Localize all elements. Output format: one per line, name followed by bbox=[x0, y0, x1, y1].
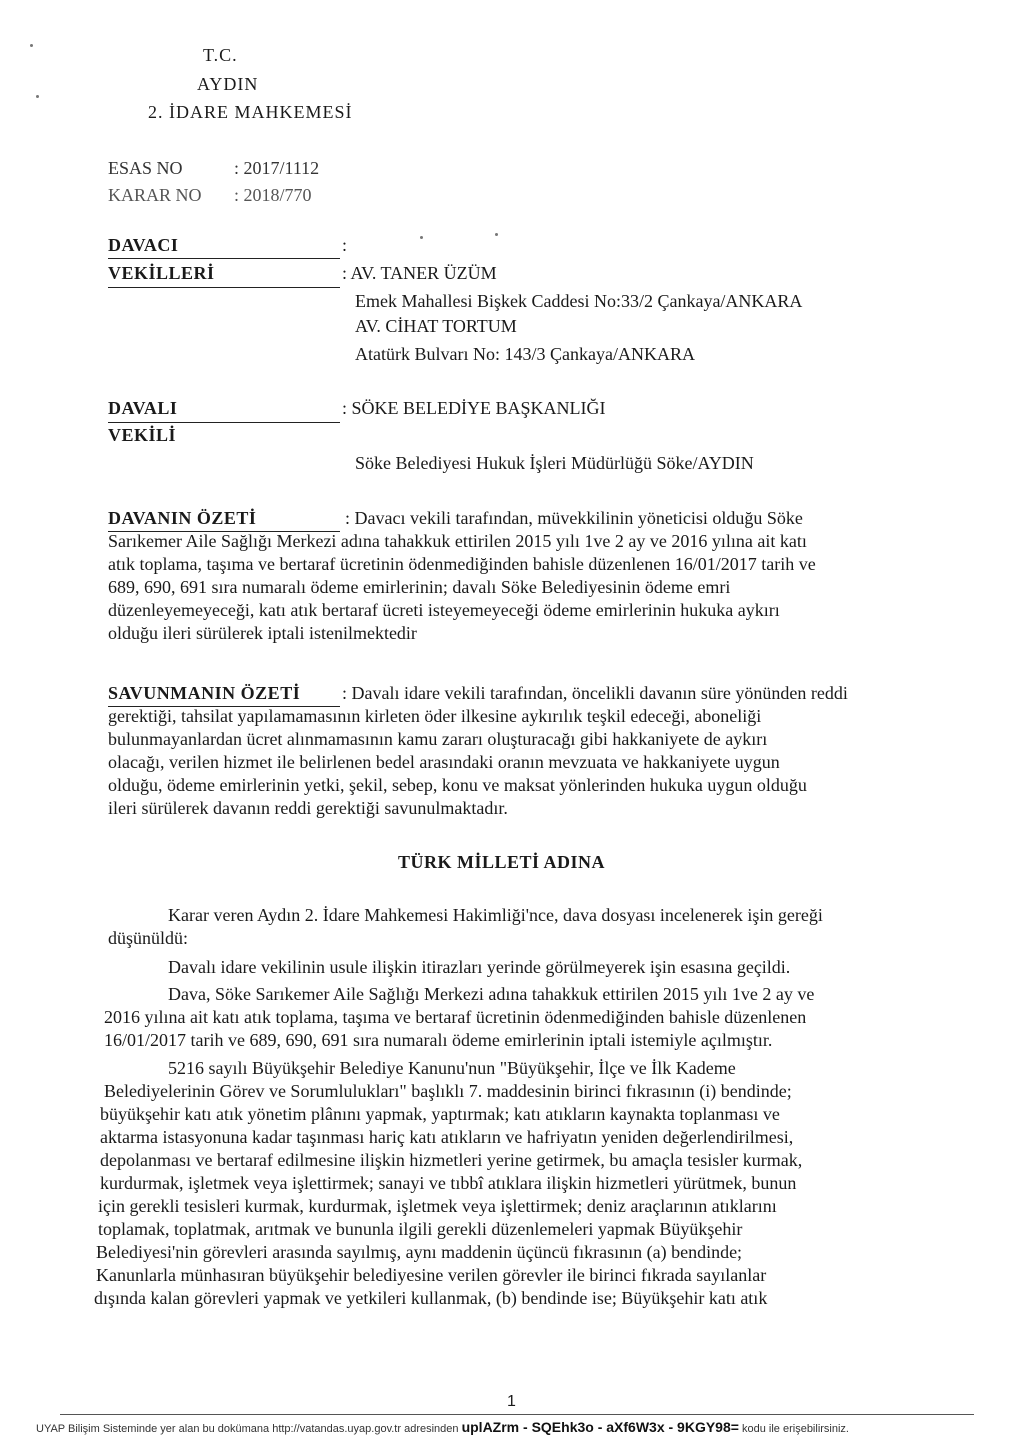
savunma-label: SAVUNMANIN ÖZETİ bbox=[108, 683, 301, 703]
ozet-label: DAVANIN ÖZETİ bbox=[108, 508, 257, 528]
body-p3-line: 2016 yılına ait katı atık toplama, taşıma ve bertaraf ücretinin ödenmediğinden bahisle düzenlenen bbox=[104, 1007, 807, 1027]
header-court: 2. İDARE MAHKEMESİ bbox=[148, 102, 353, 122]
scan-speck bbox=[30, 44, 33, 47]
vekil1-address: Emek Mahallesi Bişkek Caddesi No:33/2 Çankaya/ANKARA bbox=[355, 291, 803, 311]
ozet-line: 689, 690, 691 sıra numaralı ödeme emirlerinin; davalı Söke Belediyesinin ödeme emri bbox=[108, 577, 731, 597]
davaci-underline bbox=[108, 258, 340, 259]
ozet-line: Sarıkemer Aile Sağlığı Merkezi adına tahakkuk ettirilen 2015 yılı 1ve 2 ay ve 2016 yılına ait katı bbox=[108, 531, 807, 551]
footer-divider bbox=[60, 1414, 974, 1415]
body-p4-line: aktarma istasyonuna kadar taşınması hariç katı atıkların ve hafriyatın yeniden değerlendirilmesi, bbox=[100, 1127, 794, 1147]
header-city: AYDIN bbox=[197, 74, 259, 94]
body-p3-line: Dava, Söke Sarıkemer Aile Sağlığı Merkezi adına tahakkuk ettirilen 2015 yılı 1ve 2 ay ve bbox=[168, 984, 815, 1004]
savunma-line: : Davalı idare vekili tarafından, öncelikli davanın süre yönünden reddi bbox=[342, 683, 848, 703]
savunma-line: ileri sürülerek davanın reddi gerektiği savunulmaktadır. bbox=[108, 798, 508, 818]
karar-label: KARAR NO bbox=[108, 185, 202, 205]
esas-value: : 2017/1112 bbox=[234, 158, 320, 178]
vekilleri-underline bbox=[108, 287, 340, 288]
ozet-line: olduğu ileri sürülerek iptali istenilmektedir bbox=[108, 623, 417, 643]
body-p4-line: 5216 sayılı Büyükşehir Belediye Kanunu'nun "Büyükşehir, İlçe ve İlk Kademe bbox=[168, 1058, 736, 1078]
savunma-line: bulunmayanlardan ücret alınmamasının kamu zararı oluşturacağı gibi hakkaniyete de aykırı bbox=[108, 729, 768, 749]
body-p4-line: kurdurmak, işletmek veya işlettirmek; sanayi ve tıbbî atıklara ilişkin hizmetleri yürütmek, bunun bbox=[100, 1173, 797, 1193]
vekil2-address: Atatürk Bulvarı No: 143/3 Çankaya/ANKARA bbox=[355, 344, 695, 364]
scan-speck bbox=[495, 233, 498, 236]
body-p1-line: Karar veren Aydın 2. İdare Mahkemesi Hakimliği'nce, dava dosyası incelenerek işin gereği bbox=[168, 905, 823, 925]
savunma-line: gerektiği, tahsilat yapılamamasının kirleten öder ilkesine aykırılık teşkil edeceği, aboneliği bbox=[108, 706, 762, 726]
vekil1-name: : AV. TANER ÜZÜM bbox=[342, 263, 497, 283]
body-p3-line: 16/01/2017 tarih ve 689, 690, 691 sıra numaralı ödeme emirlerinin iptali istemiyle açılmıştır. bbox=[104, 1030, 773, 1050]
page-number: 1 bbox=[507, 1393, 516, 1410]
body-p4-line: depolanması ve bertaraf edilmesine ilişkin hizmetleri yerine getirmek, bu amaçla tesisler kurmak, bbox=[100, 1150, 803, 1170]
vekili-label: VEKİLİ bbox=[108, 425, 177, 445]
footer-text bbox=[36, 1419, 849, 1435]
davali-value: : SÖKE BELEDİYE BAŞKANLIĞI bbox=[342, 398, 606, 418]
scan-speck bbox=[420, 236, 423, 239]
ozet-line: : Davacı vekili tarafından, müvekkilinin yöneticisi olduğu Söke bbox=[345, 508, 803, 528]
header-tc: T.C. bbox=[203, 45, 238, 65]
body-p4-line: için gerekli tesisleri kurmak, kurdurmak, işletmek veya işlettirmek; deniz araçlarının atıklarını bbox=[98, 1196, 777, 1216]
section-title: TÜRK MİLLETİ ADINA bbox=[398, 852, 606, 872]
davali-underline bbox=[108, 422, 340, 423]
savunma-line: olacağı, verilen hizmet ile belirlenen bedel arasındaki oranın mevzuata ve hakkaniyete uygun bbox=[108, 752, 780, 772]
vekil2-name: AV. CİHAT TORTUM bbox=[355, 316, 517, 336]
savunma-line: olduğu, ödeme emirlerinin yetki, şekil, sebep, konu ve maksat yönlerinden hukuka uygun olduğu bbox=[108, 775, 807, 795]
body-p4-line: Kanunlarla münhasıran büyükşehir belediyesine verilen görevler ile birinci fıkrada sayılanlar bbox=[96, 1265, 767, 1285]
vekilleri-label: VEKİLLERİ bbox=[108, 263, 215, 283]
davali-label: DAVALI bbox=[108, 398, 178, 418]
davaci-label: DAVACI bbox=[108, 235, 179, 255]
davaci-value: : bbox=[342, 235, 348, 255]
body-p4-line: Belediyesi'nin görevleri arasında sayılmış, aynı maddenin üçüncü fıkrasının (a) bendinde; bbox=[96, 1242, 743, 1262]
footer-code: uplAZrm - SQEhk3o - aXf6W3x - 9KGY98= bbox=[461, 1419, 739, 1435]
body-p4-line: toplamak, toplatmak, arıtmak ve bununla ilgili gerekli düzenlemeleri yapmak Büyükşehir bbox=[98, 1219, 743, 1239]
footer-prefix: UYAP Bilişim Sisteminde yer alan bu dokümana http://vatandas.uyap.gov.tr adresinden bbox=[36, 1423, 459, 1435]
vekili-address: Söke Belediyesi Hukuk İşleri Müdürlüğü Söke/AYDIN bbox=[355, 453, 754, 473]
scan-speck bbox=[36, 95, 39, 98]
body-p1-line: düşünüldü: bbox=[108, 928, 189, 948]
body-p4-line: büyükşehir katı atık yönetim plânını yapmak, yaptırmak; katı atıkların kaynakta toplanması ve bbox=[100, 1104, 780, 1124]
karar-value: : 2018/770 bbox=[234, 185, 312, 205]
body-p4-line: dışında kalan görevleri yapmak ve yetkileri kullanmak, (b) bendinde ise; Büyükşehir katı atık bbox=[94, 1288, 768, 1308]
footer-suffix: kodu ile erişebilirsiniz. bbox=[742, 1423, 849, 1435]
body-p4-line: Belediyelerinin Görev ve Sorumlulukları" başlıklı 7. maddesinin birinci fıkrasının (i) bendinde; bbox=[104, 1081, 792, 1101]
esas-label: ESAS NO bbox=[108, 158, 183, 178]
ozet-line: atık toplama, taşıma ve bertaraf ücretinin ödenmediğinden bahisle düzenlenen 16/01/2017 tarih ve bbox=[108, 554, 816, 574]
ozet-line: düzenleyemeyeceği, katı atık bertaraf ücreti isteyemeyeceği ödeme emirlerinin hukuka aykırı bbox=[108, 600, 780, 620]
body-p2: Davalı idare vekilinin usule ilişkin itirazları yerinde görülmeyerek işin esasına geçildi. bbox=[168, 957, 791, 977]
